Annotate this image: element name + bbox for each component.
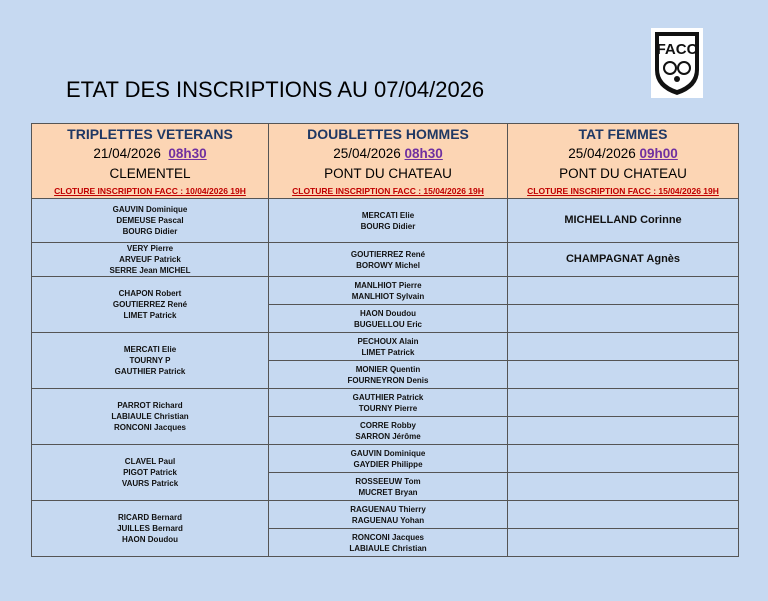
column-date: 21/04/2026 xyxy=(93,146,161,161)
team-cell-tat-femmes xyxy=(508,389,739,417)
player-name: GAUTHIER Patrick xyxy=(352,392,424,402)
team-cell-tat-femmes xyxy=(508,199,739,243)
column-place: CLEMENTEL xyxy=(109,166,191,181)
player-name: DEMEUSE Pascal xyxy=(116,216,184,225)
player-name: SARRON Jérôme xyxy=(355,431,421,441)
team-cell-doublettes xyxy=(269,445,508,473)
team-cell-doublettes xyxy=(269,333,508,361)
player-name: SERRE Jean MICHEL xyxy=(109,266,191,275)
player-name: LABIAULE Christian xyxy=(111,412,189,421)
team-cell-triplettes xyxy=(32,277,269,333)
player-name: VERY Pierre xyxy=(126,244,174,253)
player-name: GAUVIN Dominique xyxy=(112,205,188,214)
team-cell-tat-femmes xyxy=(508,445,739,473)
team-cell-tat-femmes xyxy=(508,333,739,361)
player-name: ARVEUF Patrick xyxy=(119,255,181,264)
player-name: GAYDIER Philippe xyxy=(353,459,423,469)
player-name: CHAPON Robert xyxy=(118,289,182,298)
team-cell-triplettes xyxy=(32,445,269,501)
player-name: RAGUENAU Thierry xyxy=(350,504,426,514)
registrations-table xyxy=(31,123,739,557)
player-name: LIMET Patrick xyxy=(123,311,177,320)
column-closing: CLOTURE INSCRIPTION FACC : 10/04/2026 19H xyxy=(54,186,246,196)
player-name: PECHOUX Alain xyxy=(357,336,419,346)
team-cell-doublettes xyxy=(269,473,508,501)
player-name: TOURNY P xyxy=(129,356,171,365)
column-title: TAT FEMMES xyxy=(578,126,668,142)
player-name: RAGUENAU Yohan xyxy=(351,515,425,525)
svg-text:FACC: FACC xyxy=(656,41,698,58)
team-cell-triplettes xyxy=(32,199,269,243)
table-row xyxy=(32,445,739,473)
table-row xyxy=(32,501,739,529)
player-name: FOURNEYRON Denis xyxy=(347,375,429,385)
column-date-line xyxy=(269,144,507,164)
player-name: CHAMPAGNAT Agnès xyxy=(565,253,681,265)
team-cell-triplettes xyxy=(32,333,269,389)
column-date-line xyxy=(32,144,268,164)
player-name: MONIER Quentin xyxy=(355,364,421,374)
page-title: ETAT DES INSCRIPTIONS AU 07/04/2026 xyxy=(66,77,485,102)
player-name: GAUVIN Dominique xyxy=(350,448,426,458)
player-name: MUCRET Bryan xyxy=(358,487,418,497)
player-name: BOURG Didier xyxy=(360,221,416,231)
team-cell-doublettes xyxy=(269,243,508,277)
column-title: TRIPLETTES VETERANS xyxy=(67,126,233,142)
player-name: RICARD Bernard xyxy=(117,513,182,522)
player-name: RONCONI Jacques xyxy=(351,532,425,542)
team-cell-doublettes xyxy=(269,199,508,243)
team-cell-triplettes xyxy=(32,501,269,557)
player-name: LIMET Patrick xyxy=(361,347,415,357)
team-cell-tat-femmes xyxy=(508,277,739,305)
player-name: HAON Doudou xyxy=(360,308,416,318)
team-cell-tat-femmes xyxy=(508,243,739,277)
player-name: MICHELLAND Corinne xyxy=(564,214,682,226)
team-cell-doublettes xyxy=(269,529,508,557)
player-name: CORRE Robby xyxy=(360,420,416,430)
team-cell-doublettes xyxy=(269,417,508,445)
column-place: PONT DU CHATEAU xyxy=(324,166,452,181)
column-closing: CLOTURE INSCRIPTION FACC : 15/04/2026 19H xyxy=(292,186,484,196)
column-place: PONT DU CHATEAU xyxy=(559,166,687,181)
team-cell-doublettes xyxy=(269,361,508,389)
team-cell-triplettes xyxy=(32,389,269,445)
column-time: 09h00 xyxy=(639,146,678,161)
column-closing: CLOTURE INSCRIPTION FACC : 15/04/2026 19H xyxy=(527,186,719,196)
team-cell-tat-femmes xyxy=(508,417,739,445)
player-name: BOROWY Michel xyxy=(356,260,420,270)
team-cell-doublettes xyxy=(269,501,508,529)
player-name: MERCATI Elie xyxy=(361,210,415,220)
player-name: MERCATI Elie xyxy=(123,345,177,354)
team-cell-tat-femmes xyxy=(508,501,739,529)
player-name: PIGOT Patrick xyxy=(123,468,177,477)
player-name: HAON Doudou xyxy=(122,535,178,544)
column-time: 08h30 xyxy=(404,146,443,161)
team-cell-doublettes xyxy=(269,277,508,305)
player-name: VAURS Patrick xyxy=(121,479,179,488)
player-name: LABIAULE Christian xyxy=(349,543,427,553)
team-cell-triplettes xyxy=(32,243,269,277)
team-cell-doublettes xyxy=(269,305,508,333)
player-name: JUILLES Bernard xyxy=(117,524,183,533)
player-name: PARROT Richard xyxy=(117,401,183,410)
player-name: MANLHIOT Sylvain xyxy=(351,291,425,301)
player-name: BOURG Didier xyxy=(122,227,178,236)
table-row xyxy=(32,333,739,361)
team-cell-tat-femmes xyxy=(508,305,739,333)
player-name: GAUTHIER Patrick xyxy=(114,367,186,376)
team-cell-tat-femmes xyxy=(508,361,739,389)
column-title: DOUBLETTES HOMMES xyxy=(307,126,469,142)
column-time: 08h30 xyxy=(168,146,207,161)
column-header-doublettes xyxy=(269,124,508,199)
player-name: GOUTIERREZ René xyxy=(112,300,188,309)
player-name: RONCONI Jacques xyxy=(113,423,187,432)
facc-logo xyxy=(651,28,703,98)
player-name: TOURNY Pierre xyxy=(358,403,418,413)
column-date: 25/04/2026 xyxy=(333,146,401,161)
player-name: BUGUELLOU Eric xyxy=(353,319,422,329)
column-header-tat-femmes xyxy=(508,124,739,199)
column-date: 25/04/2026 xyxy=(568,146,636,161)
table-row xyxy=(32,277,739,305)
table-header-row xyxy=(32,124,739,199)
table-row xyxy=(32,199,739,243)
player-name: CLAVEL Paul xyxy=(124,457,176,466)
team-cell-tat-femmes xyxy=(508,529,739,557)
team-cell-doublettes xyxy=(269,389,508,417)
column-date-line xyxy=(508,144,738,164)
table-row xyxy=(32,389,739,417)
player-name: GOUTIERREZ René xyxy=(350,249,426,259)
team-cell-tat-femmes xyxy=(508,473,739,501)
player-name: MANLHIOT Pierre xyxy=(354,280,422,290)
column-header-triplettes xyxy=(32,124,269,199)
player-name: ROSSEEUW Tom xyxy=(355,476,421,486)
table-row xyxy=(32,243,739,277)
